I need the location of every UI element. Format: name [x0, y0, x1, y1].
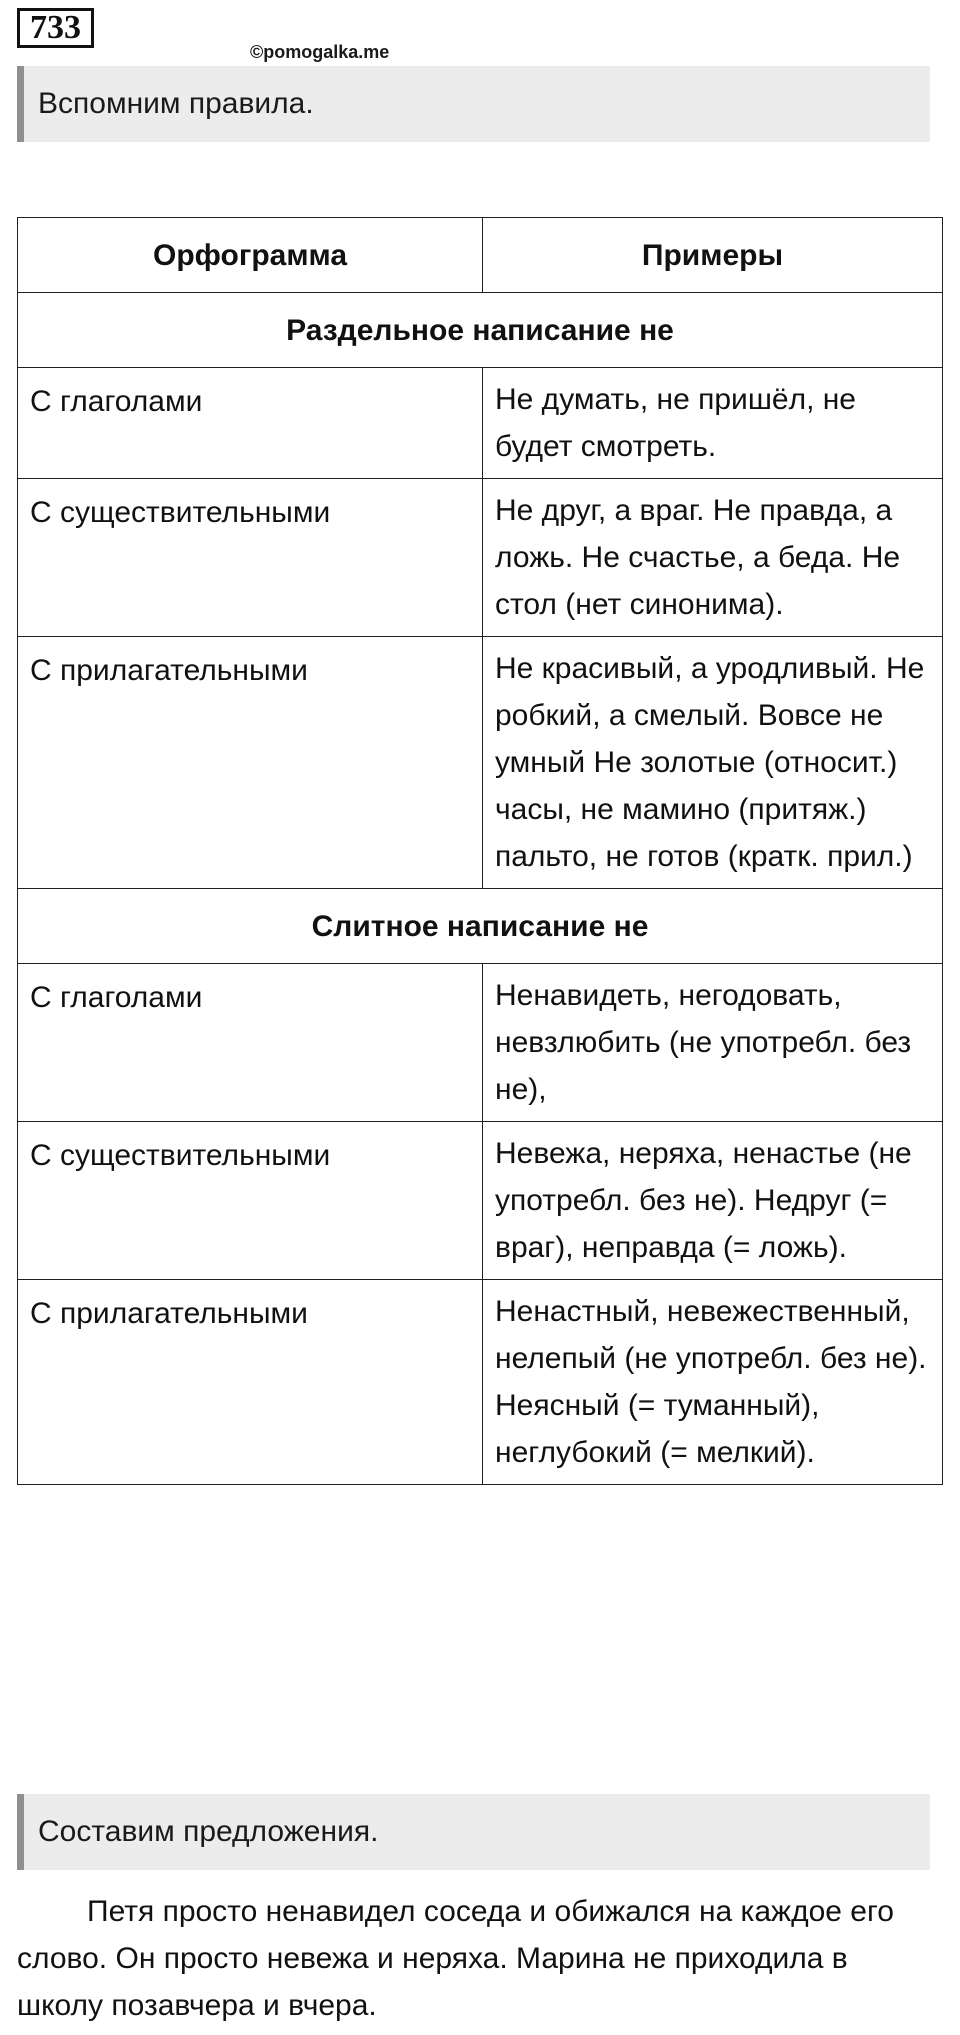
section-title: Составим предложения. [38, 1815, 379, 1848]
table-row [18, 479, 943, 637]
table-row [18, 368, 943, 479]
category-cell: С прилагательными [18, 1280, 483, 1485]
category-cell: С глаголами [18, 964, 483, 1122]
table-row [18, 637, 943, 889]
group-row [18, 293, 943, 368]
group-title: Раздельное написание не [18, 293, 943, 368]
category-cell: С прилагательными [18, 637, 483, 889]
example-cell: Ненастный, невежественный, нелепый (не употребл. без не). Неясный (= туманный), неглубокий (= мелкий). [483, 1280, 943, 1485]
example-cell: Ненавидеть, негодовать, невзлюбить (не употребл. без не), [483, 964, 943, 1122]
example-cell: Не красивый, а уродливый. Не робкий, а смелый. Вовсе не умный Не золотые (относит.) часы, не мамино (притяж.) пальто, не готов (кратк. прил.) [483, 637, 943, 889]
section-header-rules [17, 66, 930, 142]
rules-table [17, 217, 943, 1485]
section-title: Вспомним правила. [38, 87, 314, 120]
watermark: ©pomogalka.me [250, 42, 390, 62]
section-header-sentences [17, 1794, 930, 1870]
example-paragraph: Петя просто ненавидел соседа и обижался на каждое его слово. Он просто невежа и неряха. Марина не приходила в школу позавчера и вчера. [17, 1895, 894, 2022]
table-header-row [18, 218, 943, 293]
table-row [18, 1280, 943, 1485]
example-cell: Не думать, не пришёл, не будет смотреть. [483, 368, 943, 479]
table-row [18, 1122, 943, 1280]
group-row [18, 889, 943, 964]
column-header: Орфограмма [18, 218, 483, 293]
column-header: Примеры [483, 218, 943, 293]
example-cell: Невежа, неряха, ненастье (не употребл. без не). Недруг (= враг), неправда (= ложь). [483, 1122, 943, 1280]
category-cell: С глаголами [18, 368, 483, 479]
group-title: Слитное написание не [18, 889, 943, 964]
category-cell: С существительными [18, 479, 483, 637]
table-row [18, 964, 943, 1122]
task-number: 733 [17, 8, 94, 48]
example-cell: Не друг, а враг. Не правда, а ложь. Не счастье, а беда. Не стол (нет синонима). [483, 479, 943, 637]
category-cell: С существительными [18, 1122, 483, 1280]
